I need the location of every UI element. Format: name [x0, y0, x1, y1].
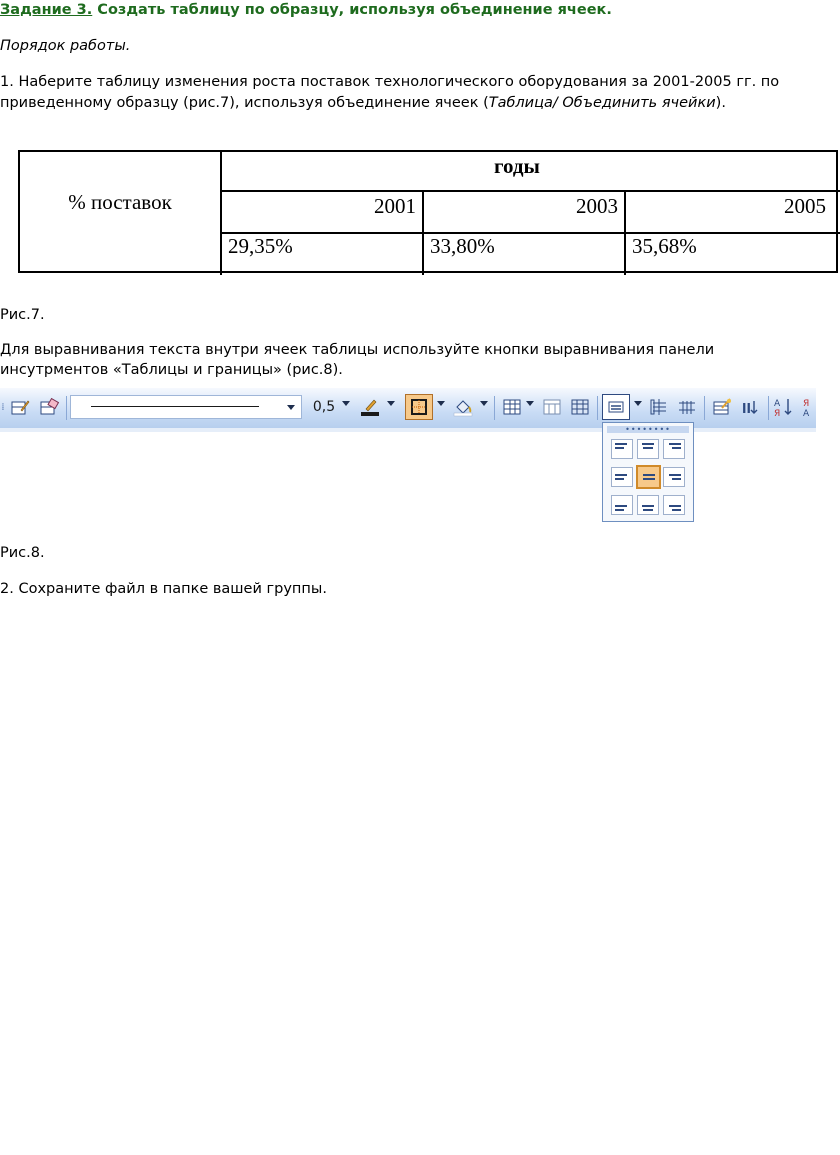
align-center-button[interactable]	[636, 465, 661, 489]
step1-line2-end: ).	[715, 95, 726, 111]
align-top-center-button[interactable]	[637, 439, 659, 459]
toolbar-separator	[494, 396, 495, 420]
chevron-down-icon[interactable]	[437, 401, 445, 406]
line-style-combo[interactable]	[70, 395, 302, 419]
chevron-down-icon[interactable]	[387, 401, 395, 406]
line-style-sample	[91, 406, 259, 407]
year-cell: 2001	[374, 194, 416, 218]
step2-text: 2. Сохраните файл в папке вашей группы.	[0, 581, 327, 597]
toolbar-separator	[768, 396, 769, 420]
svg-text:A: A	[774, 399, 781, 409]
chevron-down-icon[interactable]	[287, 405, 295, 410]
draw-table-icon[interactable]	[8, 396, 32, 418]
table-divider	[220, 232, 840, 234]
fig7-caption: Рис.7.	[0, 307, 45, 323]
task-label: Задание 3.	[0, 2, 93, 18]
svg-text:Я: Я	[774, 409, 781, 419]
step1-line1: 1. Наберите таблицу изменения роста поставок технологического оборудования за 2001-2005 гг. по	[0, 74, 780, 90]
value-cell: 29,35%	[228, 234, 293, 258]
shading-color-icon[interactable]	[450, 396, 476, 418]
sample-table	[18, 150, 838, 273]
insert-table-icon[interactable]	[500, 396, 524, 418]
alignment-palette	[602, 422, 694, 522]
year-cell: 2005	[784, 194, 826, 218]
split-cells-icon[interactable]	[568, 396, 592, 418]
line-weight-value[interactable]: 0,5	[312, 399, 336, 415]
eraser-icon[interactable]	[36, 396, 62, 418]
svg-text:Я: Я	[803, 399, 810, 409]
toolbar-separator	[704, 396, 705, 420]
svg-text:A: A	[803, 409, 810, 419]
align-bottom-right-button[interactable]	[663, 495, 685, 515]
outside-border-icon[interactable]	[405, 394, 433, 420]
align-text-line1: Для выравнивания текста внутри ячеек таблицы используйте кнопки выравнивания панели	[0, 342, 715, 358]
chevron-down-icon[interactable]	[634, 401, 642, 406]
group-header-cell: годы	[494, 154, 540, 178]
fig8-caption: Рис.8.	[0, 545, 45, 561]
value-cell: 35,68%	[632, 234, 697, 258]
align-center-left-button[interactable]	[611, 467, 633, 487]
toolbar-separator	[66, 396, 67, 420]
step1-line2-start: приведенному образцу (рис.7), используя объединение ячеек (	[0, 95, 489, 111]
align-icon[interactable]	[602, 394, 630, 420]
svg-text:ll: ll	[742, 402, 751, 417]
distribute-columns-icon[interactable]	[675, 396, 699, 418]
align-text-line2: инсутрментов «Таблицы и границы» (рис.8).	[0, 362, 343, 378]
sort-descending-icon[interactable]	[800, 396, 818, 418]
chevron-down-icon[interactable]	[342, 401, 350, 406]
step1-line2	[0, 93, 726, 114]
merge-cells-icon[interactable]	[540, 396, 564, 418]
task-text: Создать таблицу по образцу, используя объединение ячеек.	[92, 2, 612, 18]
sort-ascending-icon[interactable]	[773, 396, 795, 418]
toolbar-separator	[597, 396, 598, 420]
align-center-right-button[interactable]	[663, 467, 685, 487]
align-bottom-center-button[interactable]	[637, 495, 659, 515]
palette-grip[interactable]: ••••••••	[607, 426, 689, 433]
border-color-icon[interactable]	[357, 396, 383, 418]
distribute-rows-icon[interactable]	[647, 396, 671, 418]
autoformat-icon[interactable]	[709, 396, 735, 418]
chevron-down-icon[interactable]	[526, 401, 534, 406]
chevron-down-icon[interactable]	[480, 401, 488, 406]
year-cell: 2003	[576, 194, 618, 218]
grip-icon: ⁞	[1, 401, 5, 413]
table-divider	[220, 190, 840, 192]
align-bottom-left-button[interactable]	[611, 495, 633, 515]
value-cell: 33,80%	[430, 234, 495, 258]
align-top-right-button[interactable]	[663, 439, 685, 459]
step1-line2-italic: Таблица/ Объединить ячейки	[488, 95, 716, 111]
procedure-label: Порядок работы.	[0, 38, 131, 54]
task-heading	[0, 2, 612, 18]
text-direction-icon[interactable]	[738, 396, 764, 418]
row-header-cell: % поставок	[68, 190, 172, 214]
align-top-left-button[interactable]	[611, 439, 633, 459]
